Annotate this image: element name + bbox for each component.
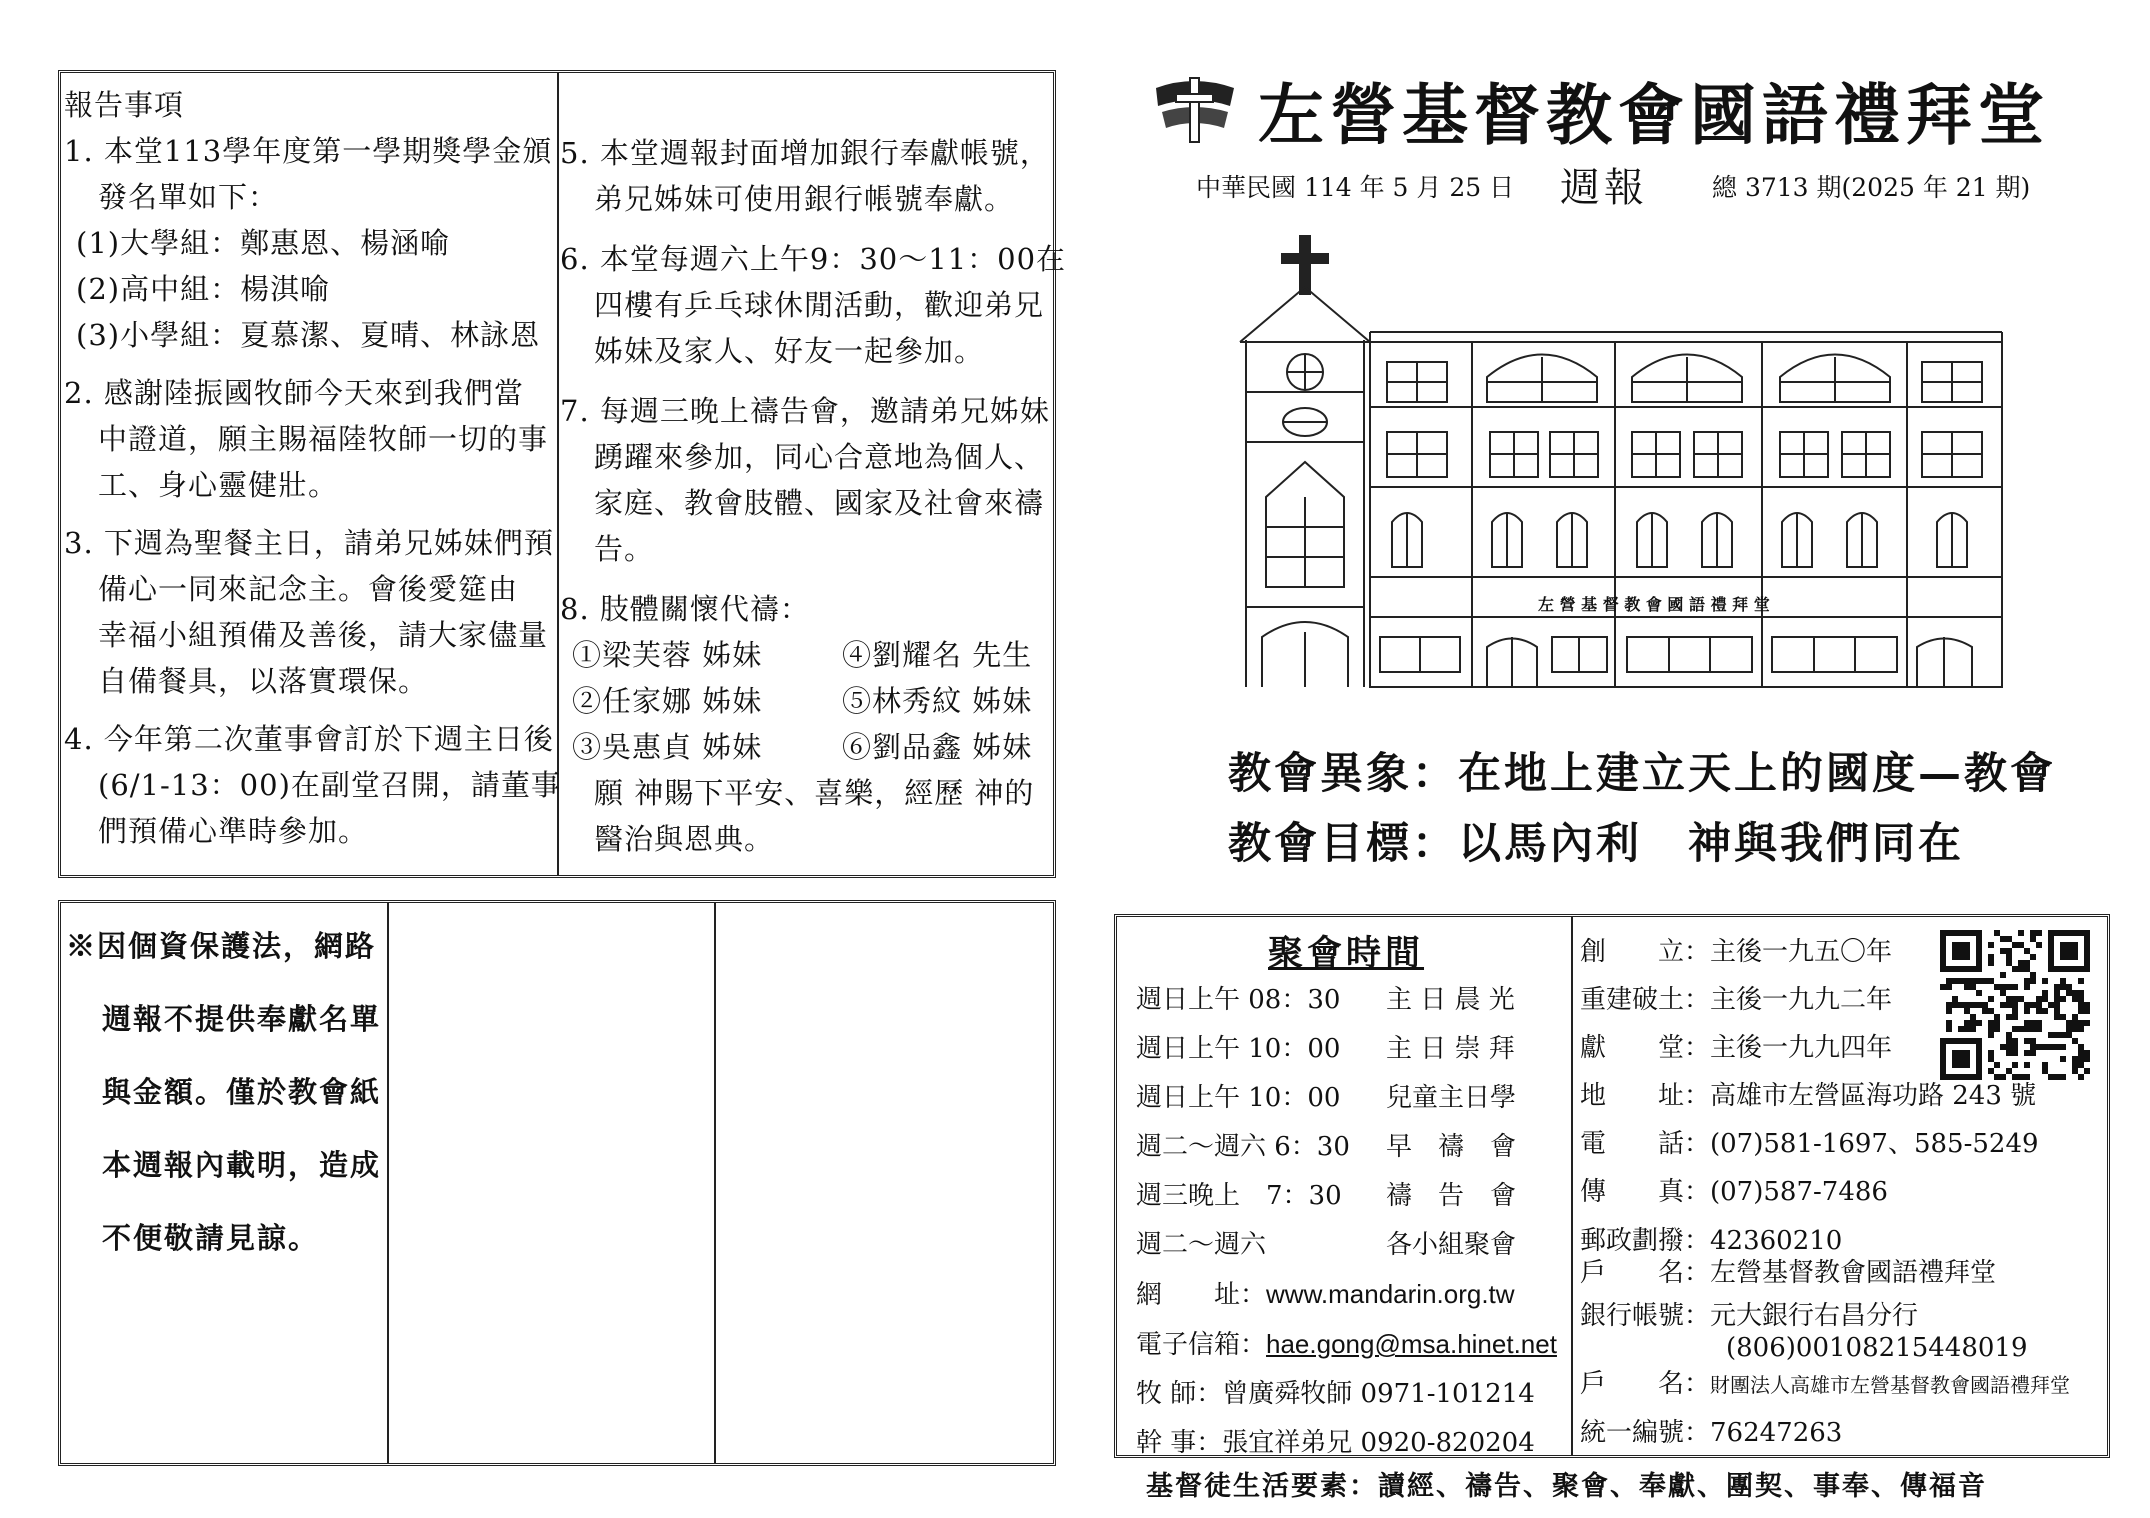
- church-goal: 教會目標：以馬內利 神與我們同在: [1228, 819, 1964, 869]
- announcement-3: 3. 下週為聖餐主日，請弟兄姊妹們預 備心一同來記念主。會後愛筵由 幸福小組預備及善後，請大家儘量 自備餐具，以落實環保。: [64, 526, 554, 698]
- bulletin-label: 週報: [1560, 165, 1648, 211]
- email-link[interactable]: hae.gong@msa.hinet.net: [1266, 1329, 1557, 1359]
- info-bank-name: 戶 名：財團法人高雄市左營基督教會國語禮拜堂: [1580, 1369, 2071, 1399]
- announcements-column-left: [64, 82, 561, 854]
- info-fax: 傳 真：(07)587-7486: [1580, 1177, 1888, 1207]
- church-name: 左營基督教會國語禮拜堂: [1258, 76, 2050, 154]
- announcements-column-right: [560, 130, 1066, 862]
- info-dedicated: 獻 堂：主後一九九四年: [1580, 1033, 1893, 1063]
- prayer-name: ③吳惠貞 姊妹: [572, 730, 763, 764]
- meeting-row: 週二～週六 6：30 早 禱 會: [1136, 1132, 1517, 1162]
- website-row: 網 址：www.mandarin.org.tw: [1136, 1279, 1515, 1310]
- email-row: 電子信箱：hae.gong@msa.hinet.net: [1136, 1329, 1557, 1360]
- church-vision: 教會異象：在地上建立天上的國度—教會: [1228, 749, 2056, 799]
- prayer-name: ②任家娜 姊妹: [572, 684, 763, 718]
- bulletin-issue: 總 3713 期(2025 年 21 期): [1712, 173, 2031, 202]
- announcement-5: 5. 本堂週報封面增加銀行奉獻帳號， 弟兄姊妹可使用銀行帳號奉獻。: [560, 136, 1050, 216]
- prayer-name: ⑤林秀紋 姊妹: [842, 684, 1033, 718]
- info-address: 地 址：高雄市左營區海功路 243 號: [1580, 1081, 2037, 1111]
- info-bank: 銀行帳號：元大銀行右昌分行: [1580, 1301, 1919, 1331]
- announcement-6: 6. 本堂每週六上午9：30～11：00在 四樓有乒乓球休閒活動，歡迎弟兄 姊妹及家人、好友一起參加。: [560, 242, 1067, 368]
- meeting-row: 週日上午 08：30 主 日 晨 光: [1136, 985, 1515, 1015]
- prayer-name: ⑥劉品鑫 姊妹: [842, 730, 1033, 764]
- announcements-heading: 報告事項: [64, 88, 185, 122]
- church-logo-icon: [1150, 72, 1238, 144]
- offering-table-divider-2: [714, 902, 716, 1464]
- bulletin-date: 中華民國 114 年 5 月 25 日: [1196, 173, 1515, 202]
- prayer-name: ④劉耀名 先生: [842, 638, 1033, 672]
- announcement-7: 7. 每週三晚上禱告會，邀請弟兄姊妹 踴躍來參加，同心合意地為個人、 家庭、教會肢體、國家及社會來禱 告。: [560, 394, 1050, 566]
- meeting-schedule: [1136, 976, 1557, 1468]
- meeting-row: 週二～週六 各小組聚會: [1136, 1230, 1517, 1260]
- announcement-1: 1. 本堂113學年度第一學期獎學金頒 發名單如下： (1)大學組：鄭惠恩、楊涵喻 (2)高中組：楊淇喻 (3)小學組：夏慕潔、夏晴、林詠恩: [64, 134, 553, 352]
- website-link[interactable]: www.mandarin.org.tw: [1266, 1279, 1515, 1309]
- info-founded: 創 立：主後一九五〇年: [1580, 937, 1893, 967]
- offering-table-divider-1: [387, 902, 389, 1464]
- privacy-notice: ※因個資保護法，網路 週報不提供奉獻名單 與金額。僅於教會紙 本週報內載明，造成 不便敬請見諒。: [66, 929, 382, 1255]
- meetings-heading: 聚會時間: [1268, 933, 1425, 974]
- announcement-8: 8. 肢體關懷代禱： ①梁芙蓉 姊妹 ④劉耀名 先生 ②任家娜 姊妹 ⑤林秀紋 姊妹 ③吳惠貞 姊妹 ⑥劉品鑫 姊妹 願 神賜下平安、喜樂，經歷 神的 醫治與恩典。: [560, 586, 1066, 862]
- qr-code[interactable]: [1940, 930, 2090, 1080]
- info-box-divider: [1571, 916, 1573, 1456]
- info-rebuilt: 重建破土：主後一九九二年: [1580, 985, 1893, 1015]
- info-postal: 郵政劃撥：42360210: [1580, 1226, 1843, 1256]
- building-sign: 左 營 基 督 教 會 國 語 禮 拜 堂: [1538, 595, 1770, 614]
- meeting-row: 週日上午 10：00 主 日 崇 拜: [1136, 1034, 1515, 1064]
- announcement-2: 2. 感謝陸振國牧師今天來到我們當 中證道，願主賜福陸牧師一切的事 工、身心靈健壯。: [64, 376, 549, 502]
- meeting-row: 週日上午 10：00 兒童主日學: [1136, 1083, 1517, 1113]
- staff-row: 幹 事：張宜祥弟兄 0920-820204: [1136, 1428, 1535, 1458]
- prayer-list: [560, 632, 1066, 770]
- info-postal-name: 戶 名：左營基督教會國語禮拜堂: [1580, 1258, 1997, 1288]
- info-phone: 電 話：(07)581-1697、585-5249: [1580, 1129, 2039, 1159]
- footer-motto: 基督徒生活要素：讀經、禱告、聚會、奉獻、團契、事奉、傳福音: [1146, 1471, 1987, 1502]
- church-building-illustration: [1232, 232, 2012, 692]
- pastor-row: 牧 師：曾廣舜牧師 0971-101214: [1136, 1379, 1535, 1409]
- prayer-name: ①梁芙蓉 姊妹: [572, 638, 763, 672]
- info-tax-id: 統一編號：76247263: [1580, 1418, 1843, 1448]
- announcement-4: 4. 今年第二次董事會訂於下週主日後 (6/1-13：00)在副堂召開，請董事 們預備心準時參加。: [64, 722, 561, 848]
- meeting-row: 週三晚上 7：30 禱 告 會: [1136, 1181, 1517, 1211]
- info-bank-account: (806)00108215448019: [1726, 1333, 2028, 1363]
